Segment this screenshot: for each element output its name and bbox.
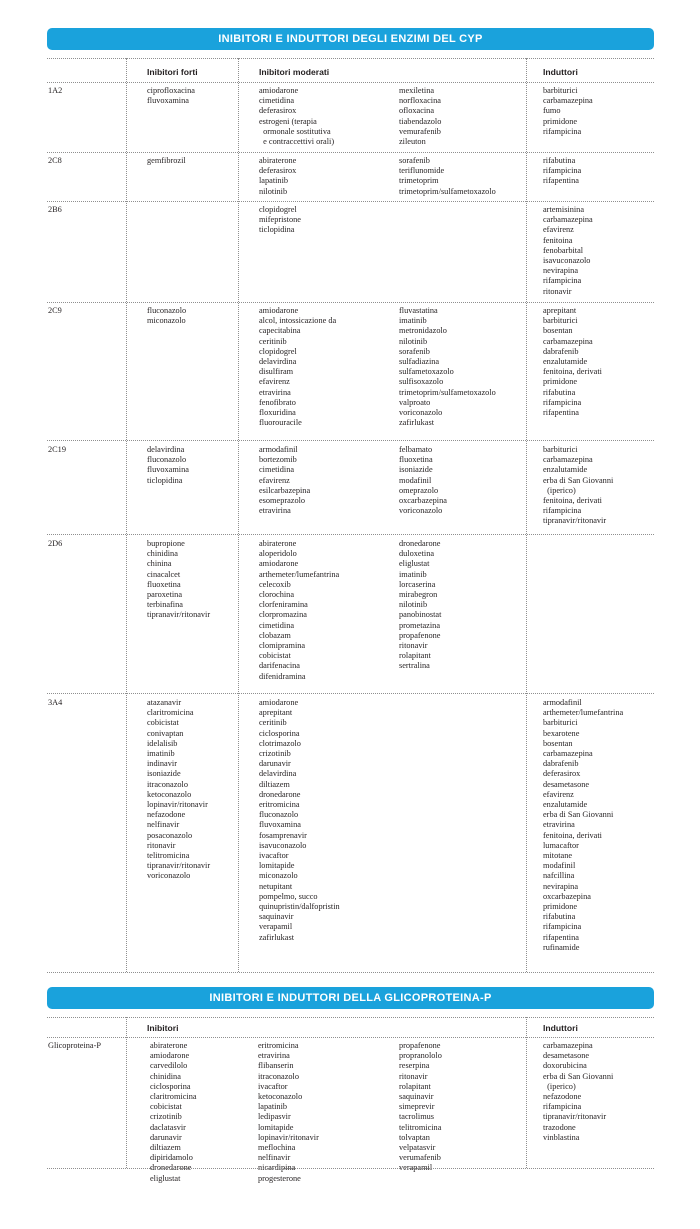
row-2c8-inducers: rifabutina rifampicina rifapentina — [543, 156, 582, 186]
pgp-inducers: carbamazepina desametasone doxorubicina erba di San Giovanni (iperico) nefazodone rifampicina tipranavir/ritonavir trazodone vinblastina — [543, 1041, 614, 1142]
row-3a4-enzyme: 3A4 — [48, 698, 63, 707]
row-2b6-inducers: artemisinina carbamazepina efavirenz fenitoina fenobarbital isavuconazolo nevirapina rifampicina ritonavir — [543, 205, 593, 296]
pgp-column-divider-inhibitors — [126, 1017, 127, 1168]
row-3a4-strong: atazanavir claritromicina cobicistat conivaptan idelalisib imatinib indinavir isoniazide itraconazolo ketoconazolo lopinavir/ritonavir nefazodone nelfinavir posaconazolo ritonavir telitromicina tipranavir/ritonavir voriconazolo — [147, 698, 211, 881]
pgp-column-divider-inducers — [526, 1017, 527, 1168]
cyp-section-title: INIBITORI E INDUTTORI DEGLI ENZIMI DEL CYP — [47, 28, 654, 50]
row-divider — [47, 972, 654, 973]
row-2c19-enzyme: 2C19 — [48, 445, 66, 454]
row-divider — [47, 302, 654, 303]
row-2d6-enzyme: 2D6 — [48, 539, 63, 548]
row-1a2-moderate-col1: amiodarone cimetidina deferasirox estrogeni (terapia ormonale sostitutiva e contraccettivi orali) — [259, 86, 335, 147]
header-top-divider — [47, 58, 654, 59]
row-2c9-moderate-col1: amiodarone alcol, intossicazione da capecitabina ceritinib clopidogrel delavirdina disulfiram efavirenz etravirina fenofibrato floxuridina fluorouracile — [259, 306, 337, 428]
row-1a2-strong: ciprofloxacina fluvoxamina — [147, 86, 195, 106]
row-2c8-moderate-col2: sorafenib teriflunomide trimetoprim trimetoprim/sulfametoxazolo — [399, 156, 496, 196]
row-2c19-moderate-col2: felbamato fluoxetina isoniazide modafinil omeprazolo oxcarbazepina voriconazolo — [399, 445, 447, 516]
row-1a2-inducers: barbiturici carbamazepina fumo primidone rifampicina — [543, 86, 593, 136]
row-2c9-inducers: aprepitant barbiturici bosentan carbamazepina dabrafenib enzalutamide fenitoina, derivati primidone rifabutina rifampicina rifapentina — [543, 306, 602, 418]
header-bottom-divider — [47, 82, 654, 83]
pgp-section-title: INIBITORI E INDUTTORI DELLA GLICOPROTEINA-P — [47, 987, 654, 1009]
row-3a4-inducers: armodafinil arthemeter/lumefantrina barbiturici bexarotene bosentan carbamazepina dabrafenib deferasirox desametasone efavirenz enzalutamide erba di San Giovanni etravirina fenitoina, derivati lumacaftor mitotane modafinil nafcillina nevirapina oxcarbazepina primidone rifabutina rifampicina rifapentina rufinamide — [543, 698, 624, 952]
row-2c9-strong: fluconazolo miconazolo — [147, 306, 187, 326]
row-2b6-moderate-col1: clopidogrel mifepristone ticlopidina — [259, 205, 301, 235]
row-2c19-inducers: barbiturici carbamazepina enzalutamide erba di San Giovanni (iperico) fenitoina, derivati rifampicina tipranavir/ritonavir — [543, 445, 614, 526]
pgp-header-top-divider — [47, 1017, 654, 1018]
row-1a2-moderate-col2: mexiletina norfloxacina ofloxacina tiabendazolo vemurafenib zileuton — [399, 86, 442, 147]
pgp-header-inhibitors: Inibitori — [147, 1023, 179, 1033]
row-2c8-enzyme: 2C8 — [48, 156, 62, 165]
row-2c19-moderate-col1: armodafinil bortezomib cimetidina efavirenz esilcarbazepina esomeprazolo etravirina — [259, 445, 311, 516]
row-2d6-moderate-col1: abiraterone aloperidolo amiodarone arthemeter/lumefantrina celecoxib clorochina clorfeniramina clorpromazina cimetidina clobazam clomipramina cobicistat darifenacina difenidramina — [259, 539, 340, 681]
row-divider — [47, 152, 654, 153]
pgp-inhibitors-col2: eritromicina etravirina flibanserin itraconazolo ivacaftor ketoconazolo lapatinib ledipasvir lomitapide lopinavir/ritonavir meflochina nelfinavir nicardipina progesterone — [258, 1041, 319, 1183]
row-divider — [47, 693, 654, 694]
row-3a4-moderate-col1: amiodarone aprepitant ceritinib ciclosporina clotrimazolo crizotinib darunavir delavirdina diltiazem dronedarone eritromicina fluconazolo fluvoxamina fosamprenavir isavuconazolo ivacaftor lomitapide miconazolo netupitant pompelmo, succo quinupristin/dalfopristin saquinavir verapamil zafirlukast — [259, 698, 340, 942]
pgp-inhibitors-col3: propafenone propranololo reserpina ritonavir rolapitant saquinavir simeprevir tacrolimus telitromicina tolvaptan velpatasvir verumafenib verapamil — [399, 1041, 442, 1173]
row-1a2-enzyme: 1A2 — [48, 86, 63, 95]
header-inducers: Induttori — [543, 67, 578, 77]
pgp-row-label: Glicoproteina-P — [48, 1041, 101, 1050]
row-2c8-moderate-col1: abiraterone deferasirox lapatinib nilotinib — [259, 156, 297, 196]
row-2d6-moderate-col2: dronedarone duloxetina eliglustat imatinib lorcaserina mirabegron nilotinib panobinostat prometazina propafenone ritonavir rolapitant sertralina — [399, 539, 442, 671]
row-2c8-strong: gemfibrozil — [147, 156, 186, 165]
row-divider — [47, 201, 654, 202]
row-2c19-strong: delavirdina fluconazolo fluvoxamina ticlopidina — [147, 445, 189, 485]
row-2c9-moderate-col2: fluvastatina imatinib metronidazolo nilotinib sorafenib sulfadiazina sulfametoxazolo sulfisoxazolo trimetoprim/sulfametoxazolo valproato voriconazolo zafirlukast — [399, 306, 496, 428]
pgp-inhibitors-col1: abiraterone amiodarone carvedilolo chinidina ciclosporina claritromicina cobicistat crizotinib daclatasvir darunavir diltiazem dipiridamolo dronedarone eliglustat — [150, 1041, 197, 1183]
pgp-header-inducers: Induttori — [543, 1023, 578, 1033]
header-strong-inhibitors: Inibitori forti — [147, 67, 198, 77]
row-2b6-enzyme: 2B6 — [48, 205, 62, 214]
row-divider — [47, 534, 654, 535]
column-divider-inducers — [526, 58, 527, 972]
pgp-header-bottom-divider — [47, 1037, 654, 1038]
row-divider — [47, 440, 654, 441]
column-divider-strong — [126, 58, 127, 972]
pgp-bottom-divider — [47, 1168, 654, 1169]
column-divider-moderate — [238, 58, 239, 972]
row-2d6-strong: bupropione chinidina chinina cinacalcet fluoxetina paroxetina terbinafina tipranavir/ritonavir — [147, 539, 211, 620]
header-moderate-inhibitors: Inibitori moderati — [259, 67, 330, 77]
row-2c9-enzyme: 2C9 — [48, 306, 62, 315]
